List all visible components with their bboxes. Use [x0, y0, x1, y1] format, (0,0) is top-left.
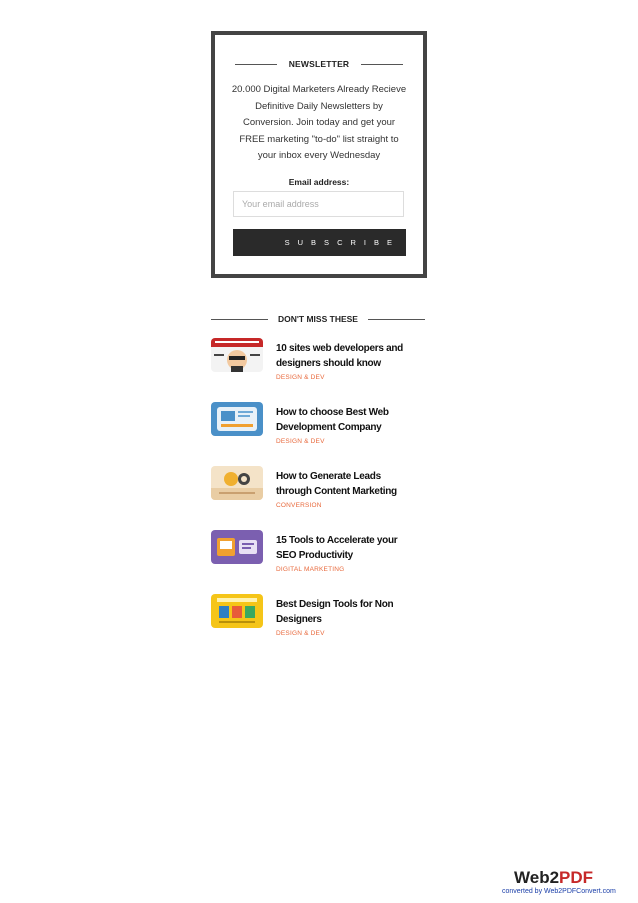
logo-accent: PDF	[559, 868, 594, 887]
post-thumbnail[interactable]	[211, 594, 263, 628]
post-thumbnail[interactable]	[211, 466, 263, 500]
heading-divider	[211, 319, 268, 320]
heading-divider	[368, 319, 425, 320]
email-label: Email address:	[288, 177, 350, 187]
web2pdf-logo[interactable]	[502, 868, 614, 898]
post-category[interactable]: DESIGN & DEV	[276, 438, 325, 445]
thumbnail-image	[211, 594, 263, 628]
post-thumbnail[interactable]	[211, 338, 263, 372]
list-item[interactable]	[211, 402, 425, 458]
logo-caption-link[interactable]: converted by Web2PDFConvert.com	[502, 888, 616, 895]
list-item[interactable]	[211, 594, 425, 650]
post-category[interactable]: DIGITAL MARKETING	[276, 566, 345, 573]
newsletter-title: NEWSLETTER	[288, 59, 350, 69]
newsletter-box	[211, 31, 427, 278]
newsletter-description: 20.000 Digital Marketers Already Recieve Definitive Daily Newsletters by Conversion. Join today and get your FREE marketing "to-do" list straight to your inbox every Wednesday	[231, 84, 407, 161]
dont-miss-heading	[211, 314, 425, 324]
dont-miss-title: DON'T MISS THESE	[278, 314, 358, 324]
subscribe-button[interactable]: SUBSCRIBE	[233, 229, 406, 256]
post-title[interactable]: How to Generate Leads through Content Marketing	[276, 471, 397, 497]
newsletter-heading	[235, 59, 403, 69]
post-category[interactable]: CONVERSION	[276, 502, 322, 509]
post-title[interactable]: 15 Tools to Accelerate your SEO Productivity	[276, 535, 398, 561]
post-thumbnail[interactable]	[211, 530, 263, 564]
heading-divider	[235, 64, 277, 65]
list-item[interactable]	[211, 338, 425, 394]
list-item[interactable]	[211, 466, 425, 522]
post-title[interactable]: 10 sites web developers and designers should know	[276, 343, 403, 369]
list-item[interactable]	[211, 530, 425, 586]
post-thumbnail[interactable]	[211, 402, 263, 436]
logo-word: Web2	[514, 868, 560, 887]
thumbnail-image	[211, 530, 263, 564]
post-title[interactable]: Best Design Tools for Non Designers	[276, 599, 394, 625]
heading-divider	[361, 64, 403, 65]
logo-wordmark	[514, 868, 593, 888]
post-category[interactable]: DESIGN & DEV	[276, 630, 325, 637]
post-title[interactable]: How to choose Best Web Development Company	[276, 407, 389, 433]
post-category[interactable]: DESIGN & DEV	[276, 374, 325, 381]
thumbnail-image	[211, 466, 263, 500]
thumbnail-image	[211, 402, 263, 436]
email-input[interactable]	[233, 191, 404, 217]
thumbnail-image	[211, 338, 263, 372]
